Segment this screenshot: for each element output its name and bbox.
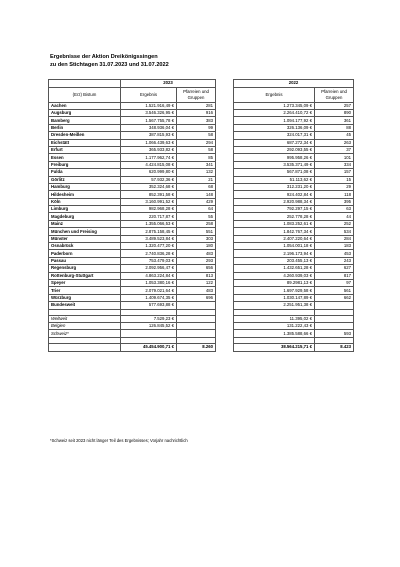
table-row [49,220,354,227]
gruppen-2023-cell: 483 [177,250,216,257]
bistum-name-cell: Trier [49,287,121,294]
ergebnis-2022-cell: 292.093,55 € [234,146,315,153]
column-gap [216,279,234,286]
column-gap [216,235,234,242]
year-2022-header: 2022 [234,80,354,88]
header-empty-cell [49,80,121,88]
ergebnis-2023-cell: 352.324,68 € [121,183,177,190]
ergebnis-2023-cell: 1.521.916,49 € [121,102,177,109]
table-row [49,146,354,153]
gruppen-2022-cell [315,322,354,329]
ergebnis-2022-cell: 2.920.988,34 € [234,198,315,205]
bistum-name-cell: Dresden-Meißen [49,132,121,139]
gruppen-2022-cell: 257 [315,102,354,109]
bistum-name-cell: Görlitz [49,176,121,183]
gruppen-2022-cell: 890 [315,109,354,116]
table-row [49,198,354,205]
ergebnis-2023-cell: 126.845,52 € [121,322,177,329]
ergebnis-2022-cell: 2.196.173,94 € [234,250,315,257]
bistum-name-cell: Weltweit [49,315,121,322]
gruppen-2022-cell: 101 [315,154,354,161]
gruppen-2022-cell: 593 [315,330,354,337]
column-gap [216,228,234,235]
year-2023-header: 2023 [121,80,216,88]
total-gruppen-2023: 8.260 [177,343,216,351]
year-header-row [49,80,354,88]
gruppen-2023-cell: 813 [177,272,216,279]
ergebnis-2023-cell: 2.079.021,64 € [121,287,177,294]
bistum-column-header: (Erz) Bistum [49,87,121,102]
table-row [49,243,354,250]
table-row [49,102,354,109]
ergebnis-2022-cell: 1.094.177,92 € [234,117,315,124]
column-gap [216,302,234,309]
gruppen-2022-cell: 44 [315,213,354,220]
ergebnis-2023-cell: 852.391,58 € [121,191,177,198]
gruppen-2022-cell: 157 [315,169,354,176]
ergebnis-2022-cell: 1.083.252,61 € [234,220,315,227]
table-row [49,191,354,198]
ergebnis-2022-cell: 1.030.147,89 € [234,294,315,301]
gruppen-2023-cell: 294 [177,139,216,146]
gruppen-2022-cell: 29 [315,183,354,190]
title-line-1: Ergebnisse der Aktion Dreikönigssingen [50,54,158,60]
ergebnis-2023-cell: 1.066.439,63 € [121,139,177,146]
gruppen-2022-cell: 63 [315,206,354,213]
gruppen-2023-cell: 55 [177,213,216,220]
ergebnis-2023-cell: 3.160.991,52 € [121,198,177,205]
gruppen-2022-cell: 561 [315,287,354,294]
column-gap [216,146,234,153]
ergebnis-2022-cell: 312.231,20 € [234,183,315,190]
ergebnis-2023-cell: 365.933,82 € [121,146,177,153]
bistum-name-cell: Hildesheim [49,191,121,198]
table-row [49,250,354,257]
bistum-name-cell: Münster [49,235,121,242]
column-gap [216,124,234,131]
title-line-2: zu den Stichtagen 31.07.2023 und 31.07.2022 [50,62,169,68]
column-gap [216,343,234,351]
column-gap [216,315,234,322]
gruppen-2023-cell: 99 [177,124,216,131]
ergebnis-2022-cell: 1.697.929,58 € [234,287,315,294]
bistum-name-cell: Regensburg [49,265,121,272]
bistum-name-cell: Augsburg [49,109,121,116]
ergebnis-2022-cell: 924.402,84 € [234,191,315,198]
column-gap [216,257,234,264]
gruppen-2023-cell [177,330,216,337]
gruppen-2023-cell: 21 [177,176,216,183]
ergebnis-2022-cell: 1.273.345,09 € [234,102,315,109]
ergebnis-2022-cell: 324.017,31 € [234,132,315,139]
bistum-name-cell: Fulda [49,169,121,176]
ergebnis-2022-cell: 2.264.410,72 € [234,109,315,116]
gruppen-2022-cell: 15 [315,176,354,183]
table-row [49,161,354,168]
gruppen-2023-cell: 85 [177,154,216,161]
gruppen-2023-cell: 483 [177,287,216,294]
gruppen-2023-cell: 180 [177,243,216,250]
ergebnis-2023-cell: 1.177.962,74 € [121,154,177,161]
bistum-name-cell: Speyer [49,279,121,286]
gruppen-2023-cell: 68 [177,183,216,190]
ergebnis-2023-cell: 7.529,23 € [121,315,177,322]
bistum-name-cell: Würzburg [49,294,121,301]
column-gap [216,198,234,205]
bistum-name-cell: Mainz [49,220,121,227]
gruppen-2023-cell: 551 [177,228,216,235]
gruppen-2023-cell: 303 [177,235,216,242]
ergebnis-2023-cell: 620.999,80 € [121,169,177,176]
bistum-name-cell: Berlin [49,124,121,131]
gruppen-2023-cell: 58 [177,146,216,153]
gruppen-2022-cell: 627 [315,265,354,272]
table-row [49,265,354,272]
gruppen-2022-cell: 252 [315,220,354,227]
gruppen-2022-cell: 97 [315,279,354,286]
ergebnis-2022-cell: 1.385.588,66 € [234,330,315,337]
ergebnis-2022-header: Ergebnis [234,87,315,102]
ergebnis-2023-header: Ergebnis [121,87,177,102]
gruppen-2022-cell: 395 [315,198,354,205]
footnote: *Schweiz seit 2023 nicht länger Teil des Ergebnisses; Vorjahr nachrichtlich [50,438,188,443]
bistum-name-cell: Limburg [49,206,121,213]
column-gap [216,154,234,161]
pfarreien-2022-header: Pfarreien und Gruppen [315,87,354,102]
bistum-name-cell: Schweiz* [49,330,121,337]
column-gap [216,169,234,176]
total-ergebnis-2023: 45.454.900,71 € [121,343,177,351]
ergebnis-2023-cell: 2.092.956,47 € [121,265,177,272]
bistum-name-cell: Belgien [49,322,121,329]
ergebnis-2022-cell: 203.455,13 € [234,257,315,264]
column-gap [216,139,234,146]
ergebnis-2022-cell: 252.778,28 € [234,213,315,220]
gruppen-2022-cell: 88 [315,124,354,131]
gruppen-2023-cell: 341 [177,161,216,168]
column-gap [216,109,234,116]
ergebnis-2023-cell: 3.489.523,84 € [121,235,177,242]
column-gap [216,117,234,124]
table-row [49,176,354,183]
table-row [49,235,354,242]
gruppen-2023-cell: 383 [177,117,216,124]
column-gap [216,80,234,88]
ergebnis-2022-cell: 1.842.767,34 € [234,228,315,235]
bistum-name-cell: Freiburg [49,161,121,168]
pfarreien-2023-header: Pfarreien und Gruppen [177,87,216,102]
table-row [49,272,354,279]
ergebnis-2022-cell: 326.136,09 € [234,124,315,131]
column-gap [216,272,234,279]
bistum-name-cell: Bundesweit [49,302,121,309]
table-row [49,109,354,116]
column-gap [216,87,234,102]
column-gap [216,102,234,109]
bistum-name-cell: Erfurt [49,146,121,153]
ergebnis-2023-cell: 2.740.836,28 € [121,250,177,257]
column-gap [216,265,234,272]
ergebnis-2022-cell: 11.395,02 € [234,315,315,322]
column-gap [216,191,234,198]
gruppen-2023-cell: 696 [177,294,216,301]
ergebnis-2022-cell: 131.222,43 € [234,322,315,329]
column-gap [216,161,234,168]
special-row [49,322,354,329]
gruppen-2023-cell [177,315,216,322]
table-row [49,257,354,264]
column-gap [216,250,234,257]
ergebnis-2022-cell: 567.871,08 € [234,169,315,176]
ergebnis-2023-cell: 982.968,28 € [121,206,177,213]
bistum-name-cell: Magdeburg [49,213,121,220]
document-title [50,53,169,69]
bistum-name-cell: Paderborn [49,250,121,257]
bistum-name-cell: München und Freising [49,228,121,235]
ergebnis-2023-cell: 348.936,04 € [121,124,177,131]
column-gap [216,330,234,337]
gruppen-2023-cell: 58 [177,132,216,139]
special-row [49,315,354,322]
special-row [49,330,354,337]
ergebnis-2022-cell: 1.432.651,28 € [234,265,315,272]
ergebnis-2022-cell: 2.407.220,64 € [234,235,315,242]
table-row [49,228,354,235]
gruppen-2022-cell: 37 [315,146,354,153]
ergebnis-2023-cell: 3.546.326,95 € [121,109,177,116]
total-gruppen-2022: 8.423 [315,343,354,351]
table-row [49,124,354,131]
table-row [49,117,354,124]
gruppen-2023-cell [177,302,216,309]
column-gap [216,213,234,220]
table-row [49,213,354,220]
gruppen-2022-cell: 183 [315,243,354,250]
bistum-name-cell: Eichstätt [49,139,121,146]
gruppen-2022-cell: 118 [315,191,354,198]
ergebnis-2022-cell: 51.113,62 € [234,176,315,183]
gruppen-2023-cell: 656 [177,265,216,272]
bistum-name-cell: Bamberg [49,117,121,124]
gruppen-2023-cell: 132 [177,169,216,176]
gruppen-2023-cell: 281 [177,102,216,109]
table-row [49,294,354,301]
gruppen-2023-cell: 916 [177,109,216,116]
gruppen-2022-cell: 45 [315,132,354,139]
ergebnis-2022-cell: 1.054.001,18 € [234,243,315,250]
gruppen-2023-cell: 429 [177,198,216,205]
ergebnis-2022-cell: 3.535.371,49 € [234,161,315,168]
ergebnis-2023-cell: 1.053.380,16 € [121,279,177,286]
ergebnis-2022-cell: 89.2981,13 € [234,279,315,286]
gruppen-2022-cell: 361 [315,117,354,124]
column-gap [216,294,234,301]
gruppen-2023-cell: 293 [177,257,216,264]
table-row [49,169,354,176]
column-header-row [49,87,354,102]
gruppen-2022-cell: 284 [315,235,354,242]
table-row [49,287,354,294]
gruppen-2022-cell [315,315,354,322]
table-row [49,279,354,286]
ergebnis-2023-cell [121,330,177,337]
table-row [49,206,354,213]
gruppen-2022-cell: 334 [315,161,354,168]
ergebnis-2023-cell: 4.863.224,84 € [121,272,177,279]
bistum-name-cell: Rottenburg-Stuttgart [49,272,121,279]
results-table [48,79,354,352]
bistum-name-cell: Aachen [49,102,121,109]
table-row [49,154,354,161]
gruppen-2022-cell: 263 [315,139,354,146]
ergebnis-2023-cell: 753.479,03 € [121,257,177,264]
table-row [49,139,354,146]
total-label-cell [49,343,121,351]
ergebnis-2023-cell: 1.320.477,20 € [121,243,177,250]
gruppen-2022-cell [315,302,354,309]
bistum-name-cell: Essen [49,154,121,161]
column-gap [216,206,234,213]
column-gap [216,132,234,139]
ergebnis-2023-cell: 387.815,93 € [121,132,177,139]
ergebnis-2023-cell: 4.424.815,08 € [121,161,177,168]
ergebnis-2023-cell: 577.693,88 € [121,302,177,309]
ergebnis-2022-cell: 995.958,26 € [234,154,315,161]
ergebnis-2023-cell: 57.932,36 € [121,176,177,183]
column-gap [216,322,234,329]
ergebnis-2023-cell: 220.717,87 € [121,213,177,220]
column-gap [216,176,234,183]
gruppen-2023-cell: 148 [177,191,216,198]
column-gap [216,183,234,190]
ergebnis-2023-cell: 1.355.066,53 € [121,220,177,227]
gruppen-2023-cell: 258 [177,220,216,227]
ergebnis-2023-cell: 2.875.158,45 € [121,228,177,235]
gruppen-2022-cell: 534 [315,228,354,235]
table-row [49,302,354,309]
bistum-name-cell: Passau [49,257,121,264]
ergebnis-2022-cell: 687.272,34 € [234,139,315,146]
gruppen-2023-cell: 122 [177,279,216,286]
gruppen-2022-cell: 817 [315,272,354,279]
total-ergebnis-2022: 38.564.215,71 € [234,343,315,351]
gruppen-2022-cell: 453 [315,250,354,257]
column-gap [216,243,234,250]
bistum-name-cell: Osnabrück [49,243,121,250]
bistum-name-cell: Hamburg [49,183,121,190]
bistum-name-cell: Köln [49,198,121,205]
table-row [49,183,354,190]
ergebnis-2023-cell: 1.567.755,78 € [121,117,177,124]
ergebnis-2022-cell: 2.251.951,38 € [234,302,315,309]
gruppen-2023-cell: 64 [177,206,216,213]
table-row [49,132,354,139]
column-gap [216,220,234,227]
total-row [49,343,354,351]
gruppen-2023-cell [177,322,216,329]
column-gap [216,287,234,294]
gruppen-2022-cell: 662 [315,294,354,301]
gruppen-2022-cell: 243 [315,257,354,264]
ergebnis-2023-cell: 1.409.674,35 € [121,294,177,301]
ergebnis-2022-cell: 792.297,15 € [234,206,315,213]
ergebnis-2022-cell: 4.260.939,03 € [234,272,315,279]
